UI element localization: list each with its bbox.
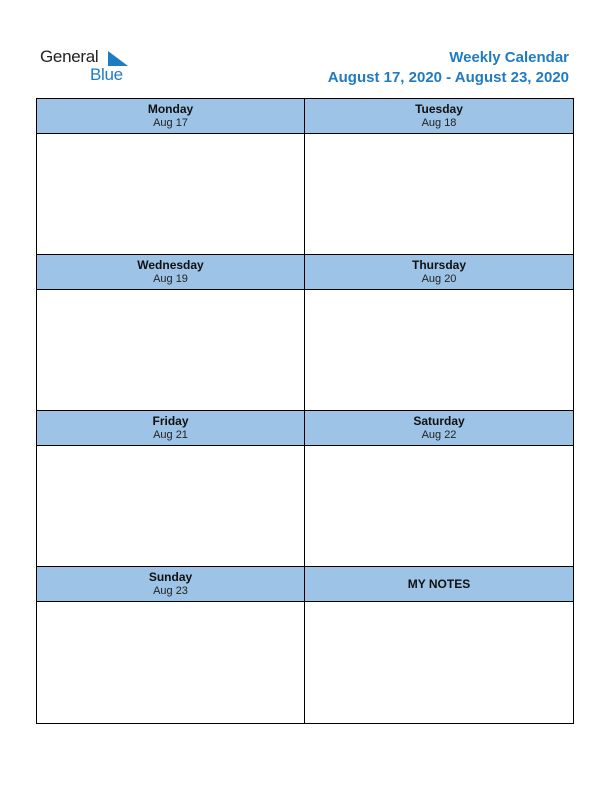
day-cell-saturday — [305, 411, 573, 567]
day-cell-monday — [37, 99, 305, 255]
day-name: Saturday — [413, 414, 465, 428]
day-name: Thursday — [411, 258, 466, 272]
notes-label: MY NOTES — [407, 577, 471, 591]
day-name: Wednesday — [137, 258, 204, 272]
day-cell-wednesday — [37, 255, 305, 411]
notes-cell — [305, 567, 573, 723]
day-date: Aug 20 — [421, 273, 457, 285]
calendar-date-range: August 17, 2020 - August 23, 2020 — [327, 69, 569, 86]
day-body[interactable] — [305, 134, 573, 254]
calendar-header — [328, 48, 569, 88]
day-body[interactable] — [37, 134, 304, 254]
day-date: Aug 17 — [153, 117, 188, 129]
day-body[interactable] — [37, 602, 304, 723]
day-date: Aug 21 — [153, 429, 188, 441]
logo-triangle-icon — [108, 51, 128, 66]
day-body[interactable] — [305, 290, 573, 410]
day-header — [37, 99, 304, 134]
logo-word-blue: Blue — [90, 65, 123, 84]
day-date: Aug 19 — [153, 273, 188, 285]
day-header — [37, 255, 304, 290]
day-cell-thursday — [305, 255, 573, 411]
day-header — [37, 567, 304, 602]
day-name: Tuesday — [415, 102, 463, 116]
day-cell-friday — [37, 411, 305, 567]
day-header — [305, 255, 573, 290]
day-date: Aug 22 — [421, 429, 457, 441]
day-header — [37, 411, 304, 446]
weekly-grid — [36, 98, 574, 724]
day-body[interactable] — [305, 446, 573, 566]
day-body[interactable] — [37, 446, 304, 566]
day-cell-tuesday — [305, 99, 573, 255]
day-name: Monday — [147, 102, 194, 116]
general-blue-logo — [40, 47, 140, 85]
day-name: Friday — [152, 414, 189, 428]
notes-header — [305, 567, 573, 602]
day-header — [305, 411, 573, 446]
logo-word-general: General — [40, 47, 99, 66]
day-date: Aug 18 — [421, 117, 457, 129]
day-cell-sunday — [37, 567, 305, 723]
day-name: Sunday — [148, 570, 193, 584]
calendar-title: Weekly Calendar — [449, 49, 569, 66]
day-body[interactable] — [37, 290, 304, 410]
day-header — [305, 99, 573, 134]
day-date: Aug 23 — [153, 585, 188, 597]
notes-body[interactable] — [305, 602, 573, 723]
